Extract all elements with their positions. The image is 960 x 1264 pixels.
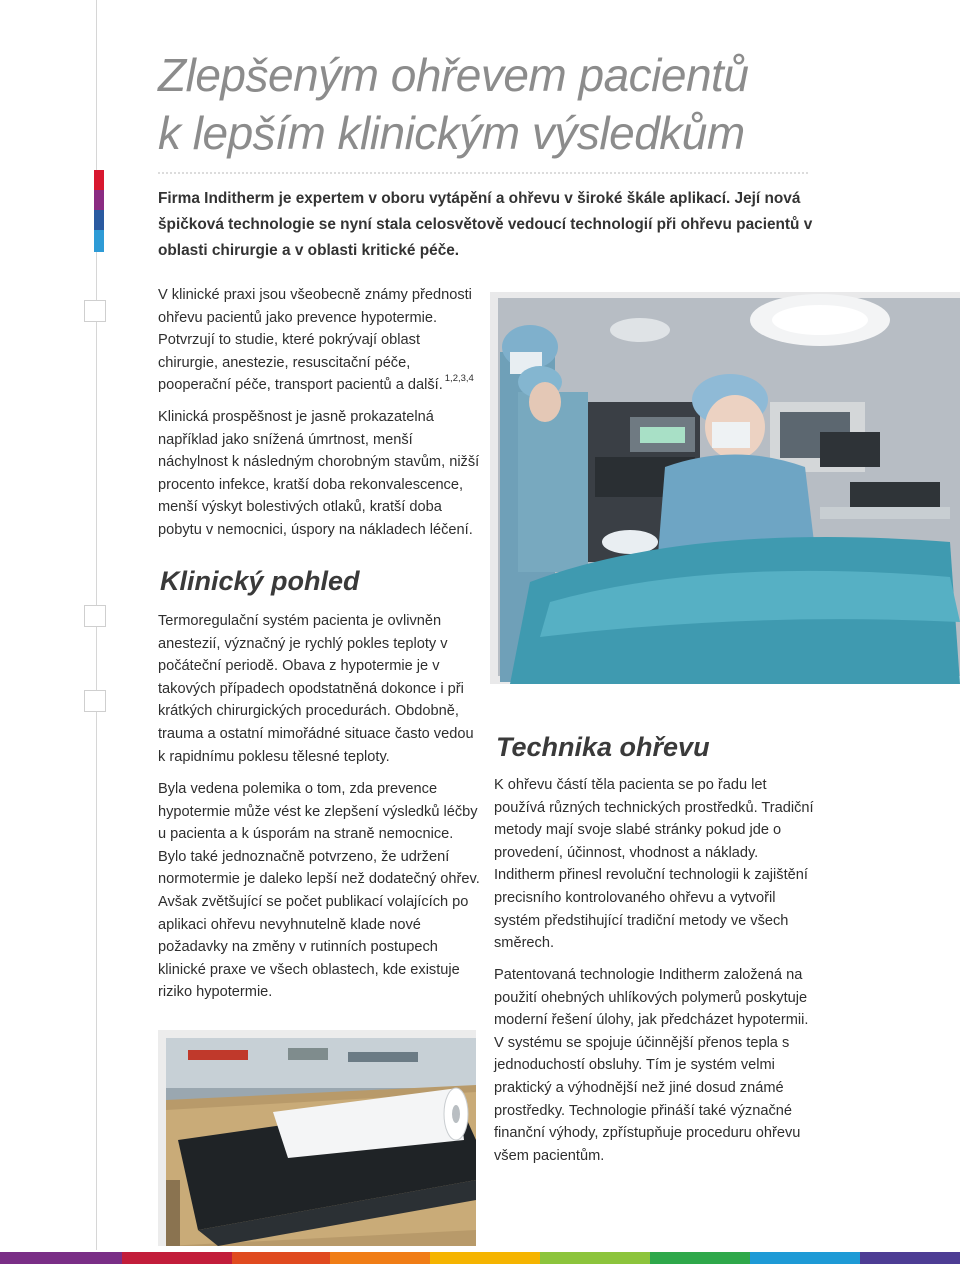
paragraph-benefits	[158, 284, 483, 397]
decorative-square	[84, 300, 106, 322]
paragraph-patented-technology: Patentovaná technologie Inditherm založená na použití ohebných uhlíkových polymerů poskytuje moderní řešení úlohy, jak předcházet hypotermii. V systému se spojuje účinnější přenos tepla s jednoduchostí obsluhy. Tím je systém velmi praktický a výhodnější než jiné dosud známé prostředky. Technologie přináší také význačné finanční výhody, zpřístupňuje proceduru ohřevu všem pacientům.	[494, 967, 809, 1164]
bottom-color-bar-segment	[650, 1252, 750, 1264]
bottom-color-bar-segment	[750, 1252, 860, 1264]
decorative-square	[84, 605, 106, 627]
bottom-color-bar-segment	[0, 1252, 122, 1264]
page-title	[158, 46, 748, 162]
page-title-line-2: k lepším klinickým výsledkům	[158, 107, 745, 159]
paragraph-heating-methods: K ohřevu částí těla pacienta se po řadu let používá různých technických prostředků. Tradiční metody mají svoje slabé stránky pokud jde o provedení, účinnost, vhodnost a náklady. Inditherm přinesl revoluční technologii k zajištění precisního kontrolovaného ohřevu a vytvořil systém předstihující tradiční metody ve všech směrech.	[494, 777, 814, 952]
paragraph-benefits-text: V klinické praxi jsou všeobecně známy přednosti ohřevu pacientů jako prevence hypotermie. Potvrzují to studie, které pokrývají oblast chirurgie, anestezie, resuscitační péče, pooperační péče, transport pacientů a další.	[158, 287, 472, 394]
bottom-color-bar-segment	[330, 1252, 430, 1264]
decorative-square	[84, 690, 106, 712]
operating-room-photo	[490, 292, 960, 684]
heading-heating-technique: Technika ohřevu	[496, 732, 710, 762]
title-dotted-divider	[158, 172, 808, 174]
operating-room-illustration	[490, 292, 960, 684]
color-strip-purple	[94, 190, 104, 210]
paragraph-polemic: Byla vedena polemika o tom, zda prevence hypotermie může vést ke zlepšení výsledků léčby u pacienta a k úsporám na straně nemocnice. Bylo také jednoznačně potvrzeno, že udržení normotermie je daleko lepší než dodatečný ohřev. Avšak zvětšující se počet publikací volajících po aplikaci ohřevu nevyhnutelně klade nové požadavky na změny v rutinních postupech klinické praxe ve všech oblastech, kde existuje riziko hypotermie.	[158, 781, 480, 1001]
intro-paragraph: Firma Inditherm je expertem v oboru vytápění a ohřevu v široké škále aplikací. Její nová špičková technologie se nyní stala celosvětově vedoucí technologií při ohřevu pacientů v oblasti chirurgie a v oblasti kritické péče.	[158, 190, 813, 259]
bottom-color-bar-segment	[232, 1252, 330, 1264]
bottom-color-bar-segment	[860, 1252, 960, 1264]
reference-superscript: 1,2,3,4	[444, 373, 474, 385]
paragraph-thermoregulation: Termoregulační systém pacienta je ovlivněn anestezií, význačný je rychlý pokles teploty v počáteční periodě. Obava z hypotermie je v takových případech opodstatněná dokonce i při krátkých chirurgických procedurách. Obdobně, trauma a ostatní mimořádné situace často vedou k rapidnímu poklesu tělesné teploty.	[158, 613, 474, 765]
color-strip-cyan	[94, 230, 104, 252]
page-title-line-1: Zlepšeným ohřevem pacientů	[158, 49, 749, 101]
bottom-color-bar-segment	[430, 1252, 540, 1264]
factory-material-illustration	[158, 1030, 476, 1246]
bottom-color-bar-segment	[540, 1252, 650, 1264]
paragraph-clinical-benefit: Klinická prospěšnost je jasně prokazatelná například jako snížená úmrtnost, menší náchylnost k následným chorobným stavům, nižší procento infekce, kratší doba rekonvalescence, menší výskyt bolestivých otlaků, kratší doba pobytu v nemocnici, úspory na nákladech léčení.	[158, 409, 480, 538]
bottom-color-bar-segment	[122, 1252, 232, 1264]
color-strip-red	[94, 170, 104, 190]
factory-material-photo	[158, 1030, 476, 1246]
heading-clinical-view: Klinický pohled	[160, 566, 360, 596]
color-strip-blue	[94, 210, 104, 230]
